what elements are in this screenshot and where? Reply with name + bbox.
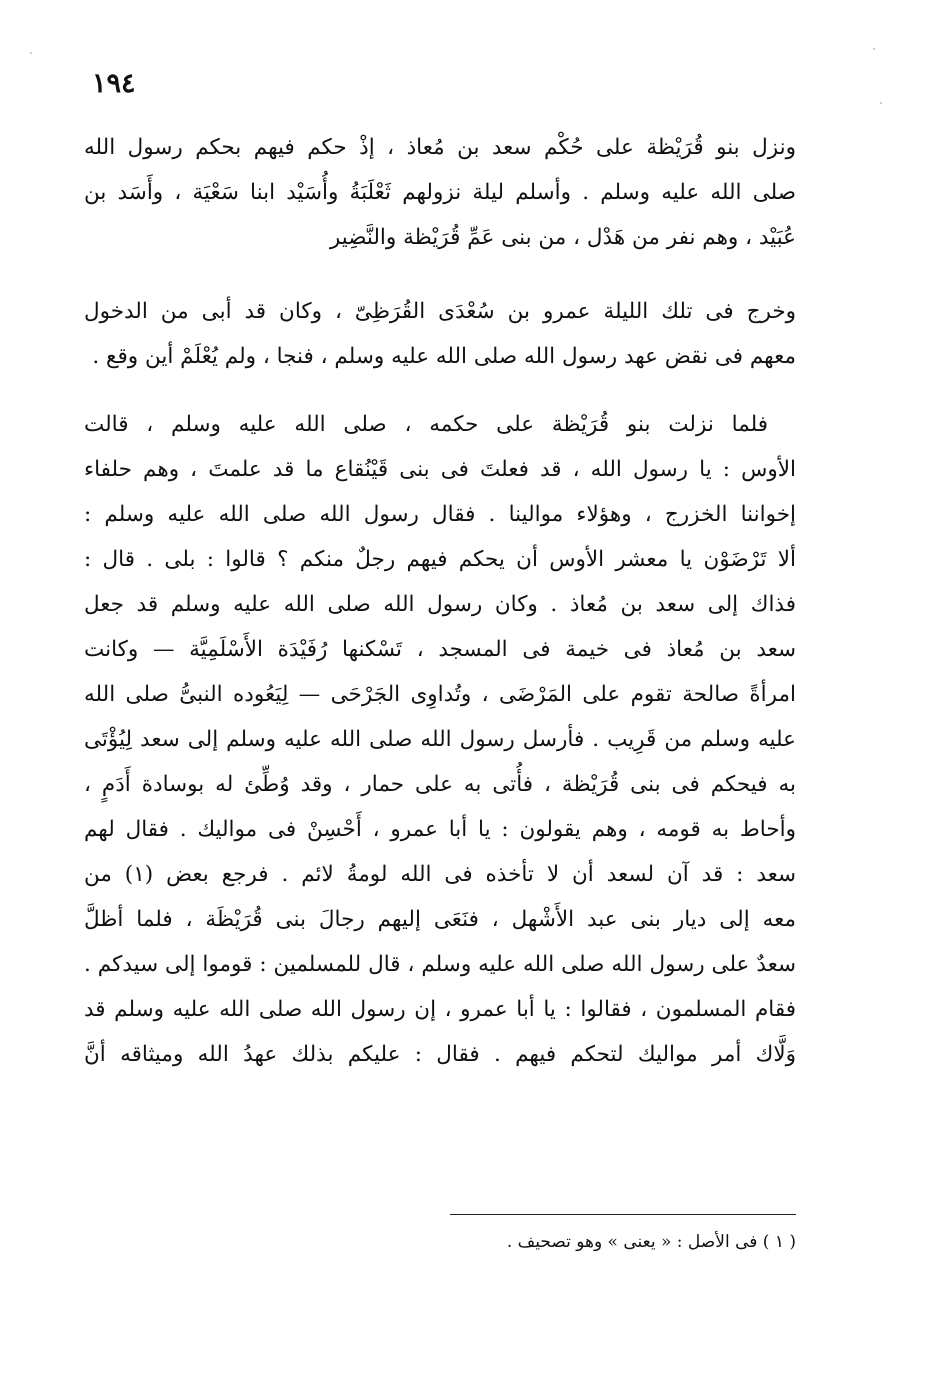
text-line: عُبَيْد ، وهم نفر من هَدْل ، من بنى عَمِّ قُرَيْظة والنَّضِير (329, 225, 796, 250)
text-line: فقام المسلمون ، فقالوا : يا أبا عمرو ، إن رسول الله صلى الله عليه وسلم قد (84, 997, 796, 1022)
paragraph-3 (84, 402, 796, 1077)
text-line: عليه وسلم من قَرِيب . فأرسل رسول الله صلى الله عليه وسلم إلى سعد لِيُؤْتَى (84, 727, 796, 752)
footnote: ( ١ ) فى الأصل : « يعنى » وهو تصحيف . (506, 1232, 796, 1252)
text-line: سعد : قد آن لسعد أن لا تأخذه فى الله لومةُ لائم . فرجع بعض (١) من (84, 862, 796, 887)
text-line: امرأةً صالحة تقوم على المَرْضَى ، وتُداوِى الجَرْحَى — لِيَعُوده النبىُّ صلى الله (84, 682, 796, 707)
text-line: الأوس : يا رسول الله ، قد فعلتَ فى بنى قَيْنُقاع ما قد علمتَ ، وهم حلفاء (84, 457, 796, 482)
text-line: وَلَّاك أمر مواليك لتحكم فيهم . فقال : عليكم بذلك عهدُ الله وميثاقه أنَّ (84, 1042, 796, 1067)
text-line: فذاك إلى سعد بن مُعاذ . وكان رسول الله صلى الله عليه وسلم قد جعل (84, 592, 796, 617)
paragraph-2 (84, 289, 796, 379)
text-line: إخواننا الخزرج ، وهؤلاء موالينا . فقال رسول الله صلى الله عليه وسلم : (84, 502, 796, 527)
page-number: ١٩٤ (92, 68, 136, 99)
text-line: به فيحكم فى بنى قُرَيْظة ، فأُتى به على حمار ، وقد وُطِّئ له بوسادة أَدَمٍ ، (84, 772, 796, 797)
text-line: سعد بن مُعاذ فى خيمة فى المسجد ، تَسْكنها رُفَيْدَة الأَسْلَمِيَّة — وكانت (84, 637, 796, 662)
footnote-divider (450, 1214, 796, 1215)
text-line: وخرج فى تلك الليلة عمرو بن سُعْدَى القُرَظِىّ ، وكان قد أبى من الدخول (84, 299, 796, 324)
text-line: معهم فى نقض عهد رسول الله صلى الله عليه وسلم ، فنجا ، ولم يُعْلَمْ أين وقع . (92, 344, 796, 369)
paper-speck (30, 52, 32, 54)
text-line: سعدٌ على رسول الله صلى الله عليه وسلم ، قال للمسلمين : قوموا إلى سيدكم . (84, 952, 796, 977)
paper-speck (880, 102, 882, 104)
paper-speck (873, 48, 875, 50)
text-line: فلما نزلت بنو قُرَيْظة على حكمه ، صلى الله عليه وسلم ، قالت (84, 412, 768, 437)
paragraph-1 (84, 125, 796, 260)
text-line: معه إلى ديار بنى عبد الأَشْهل ، فنَعَى إليهم رجالَ بنى قُرَيْظَة ، فلما أظلَّ (84, 907, 796, 932)
text-line: وأحاط به قومه ، وهم يقولون : يا أبا عمرو ، أَحْسِنْ فى مواليك . فقال لهم (84, 817, 796, 842)
text-line: صلى الله عليه وسلم . وأسلم ليلة نزولهم ثَعْلَبَةُ وأُسَيْد ابنا سَعْيَة ، وأَسَد بن (84, 180, 796, 205)
text-line: ألا تَرْضَوْن يا معشر الأوس أن يحكم فيهم رجلٌ منكم ؟ قالوا : بلى . قال : (84, 547, 796, 572)
text-line: ونزل بنو قُرَيْظة على حُكْم سعد بن مُعاذ ، إذْ حكم فيهم بحكم رسول الله (84, 135, 796, 160)
